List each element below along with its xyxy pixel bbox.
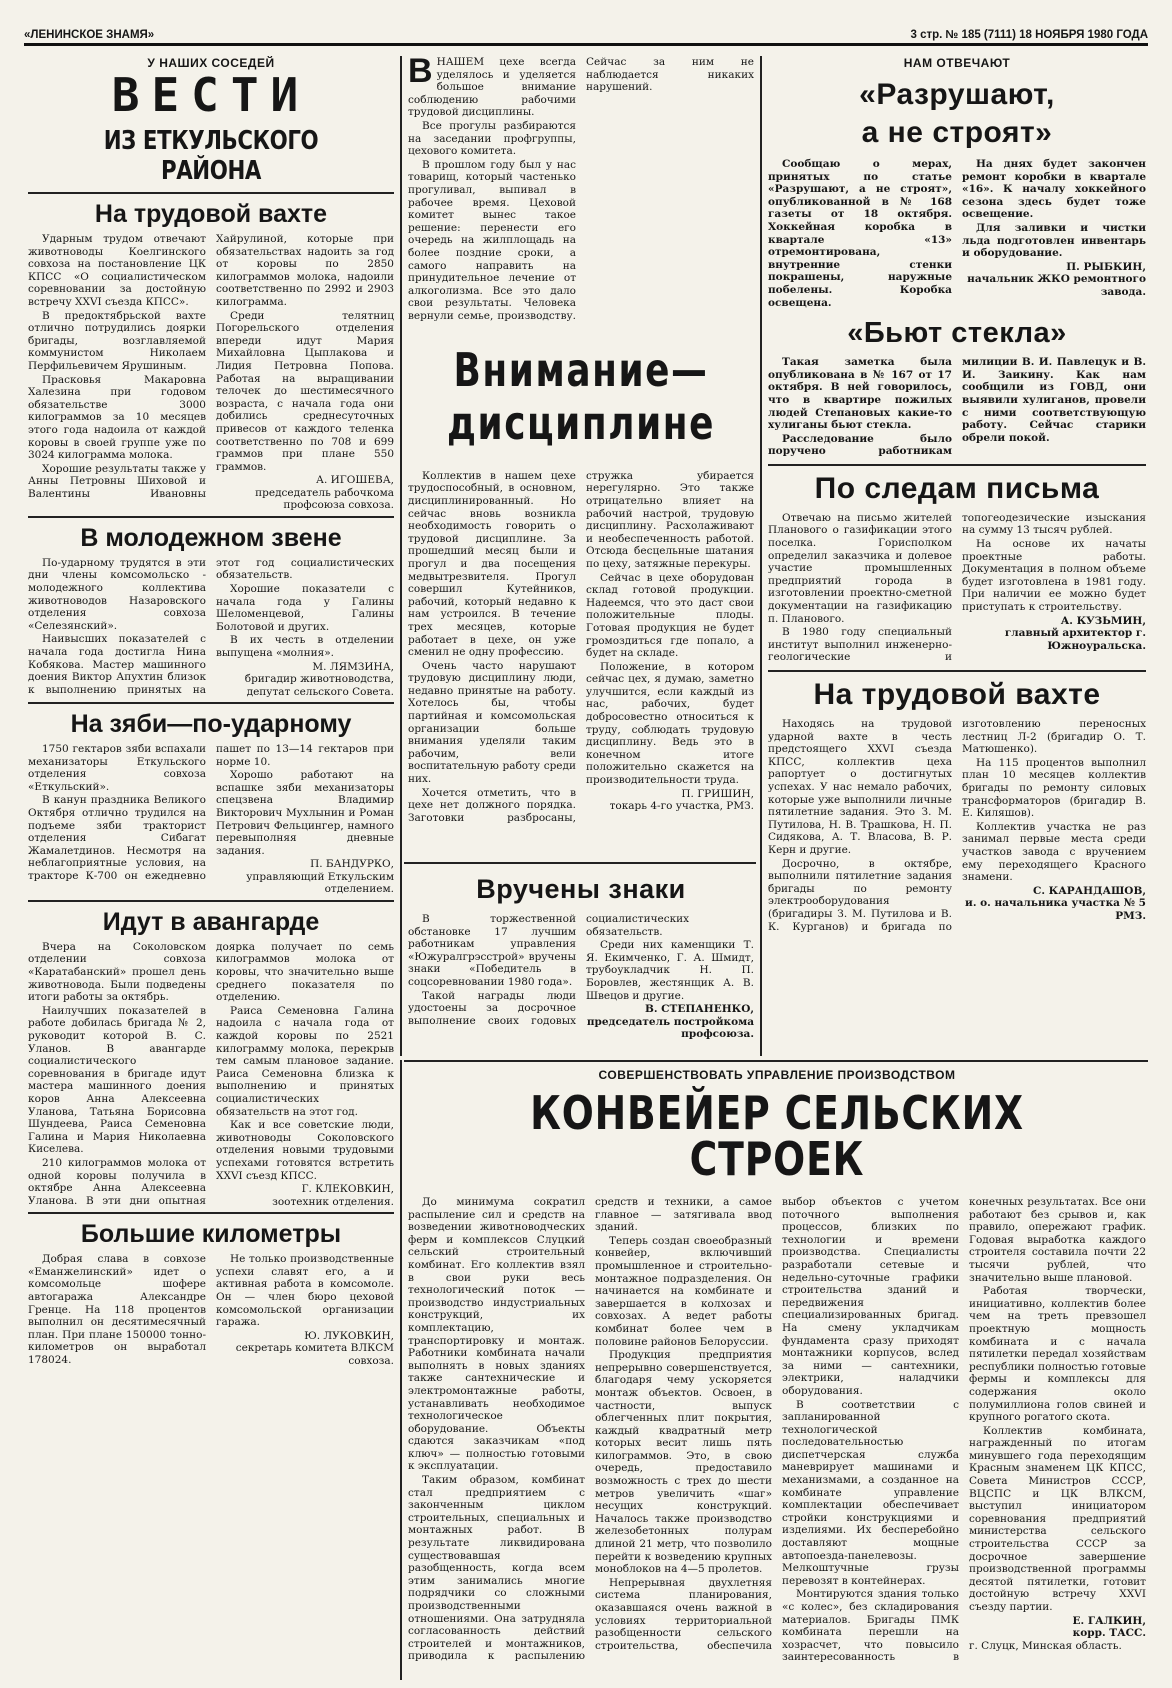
signature: В. СТЕПАНЕНКО, председатель постройкома профсоюза. <box>586 1003 754 1041</box>
article-title-line-2: а не строят» <box>861 116 1053 149</box>
article-body: Такая заметка была опубликована в № 167 от 17 октября. В ней говорилось, что в квартире пожилых людей Степановых какие-то хулиганы бьют стекла. Расследование было поручено работникам милиции В. И. Павлецук и В. И. Заикину. Как нам сообщили из ГОВД, они выявили хулиганов, провели с ними соответствующую работу. Сейчас старики обрели покой. <box>768 356 1146 458</box>
article-breaking-glass <box>768 317 1146 458</box>
rubric-management: СОВЕРШЕНСТВОВАТЬ УПРАВЛЕНИЕ ПРОИЗВОДСТВОМ <box>598 1068 956 1082</box>
rule <box>28 1212 394 1214</box>
rubric-neighbors: У НАШИХ СОСЕДЕЙ <box>147 56 275 70</box>
signature: П. ГРИШИН, токарь 4-го участка, РМЗ. <box>609 787 754 813</box>
dropcap: В <box>408 56 433 90</box>
article-body: Находясь на трудовой ударной вахте в честь предстоящего XXVI съезда КПСС, коллектив цеха рапортует о достигнутых успехах. У нас немало рабочих, которые уже выполнили личные пятилетние задания. Это З. М. Путилова, Н. В. Трашкова, Н. П. Сидякова, А. Т. Власова, В. Р. Керн и другие. Досрочно, в октябре, выполнили пятилетние задания бригады по ремонту электрооборудования (бригадиры З. М. Путилова и В. К. Курганов) и бригада по изготовлению переносных лестниц Л-2 (бригадир О. Т. Матюшенко). На 115 процентов выполнил план 10 месяцев коллектив бригады по ремонту силовых трансформаторов (бригадир В. Е. Киляшов). Коллектив участка не раз занимал первые места среди участков завода с вручением ему переходящего Красного знамени. С. КАРАНДАШОВ, и. о. начальника участка № 5 РМЗ. <box>768 718 1146 933</box>
column-rule-bottom <box>400 1060 402 1680</box>
rule <box>768 670 1146 672</box>
rubric-we-answer: НАМ ОТВЕЧАЮТ <box>903 56 1011 70</box>
article-title-line-1: «Разрушают, <box>859 78 1055 111</box>
article-title: «Бьют стекла» <box>847 317 1067 350</box>
article-body: Добрая слава в совхозе «Еманжелинский» идет о комсомольце шофере автогаража Александре Гренце. На 118 процентов выполнил он десятимесячный план. При плане 150000 тонно-километров он выработал 178024. Не только производственные успехи славят его, а и активная работа в комсомоле. Он — член бюро цеховой комсомольской организации гаража. Ю. ЛУКОВКИН, секретарь комитета ВЛКСМ совхоза. <box>28 1253 394 1367</box>
article-title: На трудовой вахте <box>813 678 1101 711</box>
rule <box>768 464 1146 466</box>
article-youth-team <box>28 524 394 698</box>
dateline: г. Слуцк, Минская область. <box>969 1639 1122 1652</box>
column-rule-left <box>400 56 402 1056</box>
article-title: Вручены знаки <box>476 874 686 904</box>
article-body: Ударным трудом отвечают животноводы Коелгинского совхоза на постановление ЦК КПСС «О социалистическом соревновании за достойную встречу XXVI съезда КПСС». В предоктябрьской вахте отлично потрудились доярки бригады, возглавляемой коммунистом Николаем Перфильевичем Ярушиным. Прасковья Макаровна Халезина при годовом обязательстве 3000 килограммов за 10 месяцев этого года надоила от каждой коровы в своей группе уже по 3024 килограмма молока. Хорошие результаты также у Анны Петровны Шиховой и Валентины Ивановны Хайрулиной, которые при обязательствах надоить за год от коровы по 2850 килограммов молока, надоили соответственно по 2992 и 2903 килограмма. Среди телятниц Погорельского отделения впереди идут Мария Михайловна Цыплакова и Лидия Петровна Попова. Работая на выращивании телочек до шестимесячного возраста, с начала года они добились среднесуточных привесов от каждого теленка соответственно по 708 и 699 граммов при плане 550 граммов. А. ИГОШЕВА, председатель рабочкома профсоюза совхоза. <box>28 233 394 512</box>
article-title: По следам письма <box>814 471 1100 505</box>
middle-column-lower <box>408 870 754 1058</box>
article-body: 1750 гектаров зяби вспахали механизаторы Еткульского отделения совхоза «Еткульский». В канун праздника Великого Октября отлично трудился на подъеме зяби тракторист отделения Сибагат Жамалетдинов. Несмотря на неблагоприятные условия, на тракторе К-700 он ежедневно пашет по 13—14 гектаров при норме 10. Хорошо работают на вспашке зяби механизаторы спецзвена Владимир Викторович Мухлынин и Роман Петрович Фельцингер, намного перевыполняя дневные задания. П. БАНДУРКО, управляющий Еткульским отделением. <box>28 743 394 896</box>
article-big-kilometers <box>28 1220 394 1367</box>
article-body: Сообщаю о мерах, принятых по статье «Разрушают, а не строят», опубликованной в № 168 газеты от 18 октября. Хоккейная коробка в квартале «13» отремонтирована, внутренние стенки покрашены, наружные побелены. Коробка освещена. На днях будет закончен ремонт коробки в квартале «16». К началу хоккейного сезона здесь будет тоже освещение. Для заливки и чистки льда подготовлен инвентарь и оборудование. П. РЫБКИН, начальник ЖКО ремонтного завода. <box>768 158 1146 309</box>
signature: А. ИГОШЕВА, председатель рабочкома профсоюза совхоза. <box>255 474 394 512</box>
bottom-article <box>408 1064 1146 1682</box>
article-body: До минимума сократил распыление сил и средств на возведении животноводческих ферм и комплексов Слуцкий сельский строительный комбинат. Его коллектив взял в свои руки весь технологический поток — производство индустриальных конструкций, их комплектацию, транспортировку и монтаж. Работники комбината начали выполнять в новых зданиях также сантехнические и электромонтажные работы, устанавливать необходимое технологическое оборудование. Объекты сдаются заказчикам «под ключ» — полностью готовыми к эксплуатации. Таким образом, комбинат стал предприятием с законченным циклом строительных, специальных и монтажных работ. В результате ликвидирована существовавшая разобщенность, когда всем этим занимались многие подрядчики со сложными производственными отношениями. Она затрудняла согласованность действий строителей и монтажников, приводила к распылению средств и техники, а самое главное — затягивала ввод зданий. Теперь создан своеобразный конвейер, включивший промышленное и строительно-монтажное подразделения. Он начинается на комбинате и завершается в колхозах и совхозах. А ведет работы комбинат более чем в половине районов Белоруссии. Продукция предприятия непрерывно совершенствуется, благодаря чему ускоряется монтаж объектов. Освоен, в частности, выпуск облегченных плит покрытия, каждый квадратный метр которых весит лишь пять килограммов. Это, в свою очередь, предоставило возможность с трех до шести метров увеличить «шаг» несущих конструкций. Началось также производство железобетонных полурам длиной 21 метр, что позволило перейти к возведению крупных моноблоков на 4—5 пролетов. Непрерывная двухлетняя система планирования, оказавшаяся очень важной в условиях территориальной разобщенности сельского строительства, обеспечила выбор объектов с учетом поточного выполнения процессов, близких по технологии и времени производства. Специалисты разработали сетевые и недельно-суточные графики строительства зданий и передвижения специализированных бригад. На смену укладчикам фундамента сразу приходят монтажники корпусов, вслед за ними — сантехники, электрики, наладчики оборудования. В соответствии с запланированной технологической последовательностью диспетчерская служба маневрирует машинами и механизмами, а созданное на комбинате управление комплектации обеспечивает стройки конструкциями и изделиями. Их бесперебойно доставляют мощные автопоезда-панелевозы. Мелкоштучные грузы перевозят в контейнерах. Монтируются здания только «с колес», без складирования материалов. Бригады ПМК комбината перешли на хозрасчет, что повысило заинтересованность в конечных результатах. Все они работают без срывов и, как правило, опережают график. Годовая выработка каждого строителя составила почти 22 тысячи рублей, что значительно выше плановой. Работая творчески, инициативно, коллектив более чем на треть превзошел проектную мощность комбината и с начала пятилетки передал хозяйствам республики полностью готовые фермы и комплексы для содержания около полумиллиона голов свиней и крупного рогатого скота. Коллектив комбината, награжденный по итогам минувшего года переходящим Красным знаменем ЦК КПСС, Совета Министров СССР, ВЦСПС и ЦК ВЛКСМ, выступил инициатором соревнования предприятий министерства сельского строительства СССР за досрочное завершение производственной программы десятой пятилетки, готовит достойную встречу XXVI съезду партии. Е. ГАЛКИН, корр. ТАСС. г. Слуцк, Минская область. <box>408 1196 1146 1664</box>
article-body: По-ударному трудятся в эти дни члены комсомольско - молодежного коллектива животноводов Назаровского отделения совхоза «Селезянский». Наивысших показателей с начала года достигла Нина Кобякова. Мастер машинного доения Виктор Апухтин близок к выполнению принятых на этот год социалистических обязательств. Хорошие показатели с начала года у Галины Шеломенцевой, Галины Болотовой и других. В их честь в отделении выпущена «молния». М. ЛЯМЗИНА, бригадир животноводства, депутат сельского Совета. <box>28 556 394 698</box>
article-title: На зяби—по-ударному <box>70 710 352 739</box>
article-labor-watch-2 <box>768 678 1146 933</box>
article-title: На трудовой вахте <box>94 200 328 228</box>
rule <box>28 702 394 704</box>
article-body: В торжественной обстановке 17 лучшим работникам управления «Южуралгрэсстрой» вручены знаки «Победитель в соцсоревновании 1980 года». Такой награды люди удостоены за досрочное выполнение своих годовых социалистических обязательств. Среди них каменщики Т. Я. Екимченко, Г. А. Шмидт, трубоукладчик Н. П. Боровлев, жестянщик А. В. Швецов и другие. В. СТЕПАНЕНКО, председатель постройкома профсоюза. <box>408 913 754 1041</box>
rule <box>28 192 394 194</box>
vesti-subtitle: ИЗ ЕТКУЛЬСКОГО РАЙОНА <box>103 126 319 186</box>
article-title: В молодежном звене <box>80 523 342 552</box>
issue-info: 3 стр. № 185 (7111) 18 НОЯБРЯ 1980 ГОДА <box>910 29 1148 41</box>
rule <box>28 900 394 902</box>
signature: М. ЛЯМЗИНА, бригадир животноводства, депутат сельского Совета. <box>244 660 394 698</box>
signature: П. РЫБКИН, начальник ЖКО ремонтного завода. <box>967 260 1146 298</box>
article-destroy-not-build <box>768 78 1146 309</box>
signature: Ю. ЛУКОВКИН, секретарь комитета ВЛКСМ совхоза. <box>235 1329 394 1367</box>
article-vanguard <box>28 908 394 1208</box>
signature: А. КУЗЬМИН, главный архитектор г. Южноуральска. <box>1004 614 1146 652</box>
signature: С. КАРАНДАШОВ, и. о. начальника участка № 5 РМЗ. <box>965 884 1146 922</box>
article-letter-followup <box>768 472 1146 664</box>
signature: Е. ГАЛКИН, корр. ТАСС. <box>1072 1614 1146 1640</box>
masthead <box>24 28 1148 46</box>
article-fallow-plowing <box>28 710 394 896</box>
article-body: Коллектив в нашем цехе трудоспособный, в основном, дисциплинированный. Но сейчас вновь возникла необходимость говорить о трудовой дисциплине. За прошедший месяц были и прогул и два посещения медвытрезвителя. Прогул совершил Кутейников, рабочий, который недавно к нам устроился. В течение трех месяцев, которые работает в цехе, он уже сменил не одну профессию. Очень часто нарушают трудовую дисциплину люди, недавно принятые на работу. Хотелось бы, чтобы партийная и комсомольская организации больше внимания уделяли таким рабочим, вели воспитательную работу среди них. Хочется отметить, что в цехе нет должного порядка. Заготовки разбросаны, стружка убирается нерегулярно. Это также отрицательно влияет на рабочий настрой, трудовую дисциплину. Расхолаживают и необеспеченность работой. Отсюда бесцельные шатания по цеху, затяжные перекуры. Сейчас в цехе оборудован склад готовой продукции. Надеемся, что это даст свои положительные плоды. Готовая продукция не будет громоздиться где попало, а будет на складе. Положение, в котором сейчас цех, я думаю, заметно улучшится, если каждый из нас, рабочих, будет добросовестно относиться к труду, соблюдать трудовую дисциплину. Ведь это в конечном итоге положительно скажется на производительности труда. П. ГРИШИН, токарь 4-го участка, РМЗ. <box>408 469 754 824</box>
rule <box>28 516 394 518</box>
article-body: Отвечаю на письмо жителей Планового о газификации этого поселка. Горисполком определил заказчика и долевое участие промышленных предприятий города в изготовлении проектно-сметной документации на газификацию п. Планового. В 1980 году специальный институт выполнил инженерно-геологические и топогеодезические изыскания на сумму 13 тысяч рублей. На основе их начаты проектные работы. Документация в полном объеме будет изготовлена в 1981 году. При наличии ее можно будет приступать к строительству. А. КУЗЬМИН, главный архитектор г. Южноуральска. <box>768 511 1146 664</box>
article-title: КОНВЕЙЕР СЕЛЬСКИХ СТРОЕК <box>530 1086 1024 1186</box>
article-title: Внимание—дисциплине <box>446 343 716 450</box>
column-rule-right <box>760 56 762 1056</box>
article-attention-discipline <box>408 56 754 824</box>
article-body-top: В НАШЕМ цехе всегда уделялось и уделяется большое внимание соблюдению рабочими трудовой дисциплины. Все прогулы разбираются на заседании профгруппы, цехового комитета. В прошлом году был у нас товарищ, который частенько прогуливал, выпивал в рабочее время. Цеховой комитет вынес такое решение: перенести его очередь на жилплощадь на более поздние сроки, а самого направить на принудительное лечение от алкоголизма. Все это дало свои результаты. Человека вернули семье, производству. Сейчас за ним не наблюдается никаких нарушений. <box>408 56 754 322</box>
article-body: Вчера на Соколовском отделении совхоза «Каратабанский» прошел день животновода. Были подведены итоги работы за октябрь. Наилучших показателей в работе добилась бригада № 2, руководит которой В. С. Уланов. В авангарде социалистического соревнования в бригаде идут мастера машинного доения коров Анна Алексеевна Уланова, Татьяна Борисовна Шундеева, Раиса Семеновна Галина и Мария Николаевна Киселева. 210 килограммов молока от одной коровы получила в октябре Анна Алексеевна Уланова. В эти дни опытная доярка получает по семь килограммов молока от коровы, что значительно выше среднего показателя по отделению. Раиса Семеновна Галина надоила с начала года от каждой коровы по 2521 килограмму молока, перекрыв тем самым плановое задание. Раиса Семеновна близка к выполнению и принятых социалистических обязательств на этот год. Как и все советские люди, животноводы Соколовского отделения новыми трудовыми успехами готовятся встретить XXVI съезд КПСС. Г. КЛЕКОВКИН, зоотехник отделения. <box>28 940 394 1208</box>
right-column <box>768 52 1146 1056</box>
left-column <box>28 52 394 1682</box>
vesti-title: ВЕСТИ <box>111 68 311 122</box>
article-title: Идут в авангарде <box>102 907 320 936</box>
rule <box>404 1060 1148 1062</box>
paper-name: «ЛЕНИНСКОЕ ЗНАМЯ» <box>24 29 155 41</box>
article-labor-watch-1 <box>28 200 394 512</box>
signature: П. БАНДУРКО, управляющий Еткульским отделением. <box>246 858 394 896</box>
rule <box>404 862 756 864</box>
signature: Г. КЛЕКОВКИН, зоотехник отделения. <box>272 1183 394 1208</box>
article-title: Большие километры <box>80 1220 342 1249</box>
article-badges-awarded <box>408 874 754 1041</box>
